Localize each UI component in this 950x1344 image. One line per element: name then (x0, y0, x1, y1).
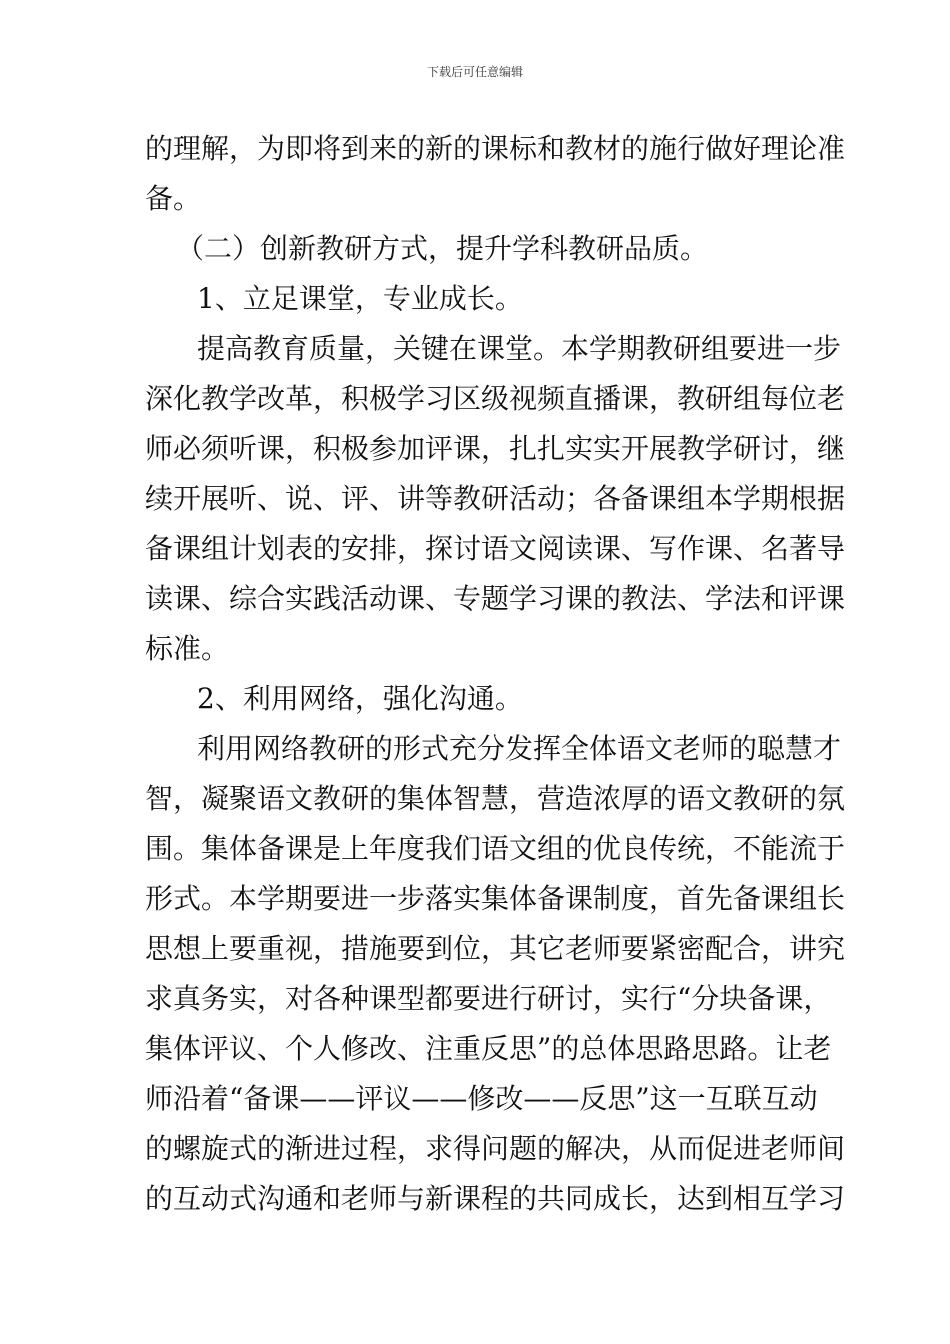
text-line: 集体评议、个人修改、注重反思”的总体思路思路。让老 (145, 1032, 832, 1065)
text-line: 标准。 (145, 632, 230, 665)
text-line: 师必须听课，积极参加评课，扎扎实实开展教学研讨，继 (145, 432, 846, 465)
text-line: 读课、综合实践活动课、专题学习课的教法、学法和评课 (145, 582, 846, 615)
paragraph-start: 利用网络教研的形式充分发挥全体语文老师的聪慧才 (197, 732, 842, 765)
subsection-heading: 2、利用网络，强化沟通。 (197, 682, 523, 715)
page-header: 下载后可任意编辑 (426, 65, 523, 79)
text-line: 深化教学改革，积极学习区级视频直播课，教研组每位老 (145, 382, 846, 415)
text-line: 的理解，为即将到来的新的课标和教材的施行做好理论准 (145, 132, 846, 165)
text-line: 形式。本学期要进一步落实集体备课制度，首先备课组长 (145, 882, 846, 915)
text-line: 智，凝聚语文教研的集体智慧，营造浓厚的语文教研的氛 (145, 782, 846, 815)
text-line: 的螺旋式的渐进过程，求得问题的解决，从而促进老师间 (145, 1132, 846, 1165)
text-line: 的互动式沟通和老师与新课程的共同成长，达到相互学习 (145, 1182, 846, 1215)
section-heading: （二）创新教研方式，提升学科教研品质。 (176, 232, 709, 265)
document-body (145, 124, 846, 1224)
text-line: 备课组计划表的安排，探讨语文阅读课、写作课、名著导 (145, 532, 846, 565)
text-line: 备。 (145, 182, 202, 215)
subsection-heading: 1、立足课堂，专业成长。 (197, 282, 523, 315)
text-line: 思想上要重视，措施要到位，其它老师要紧密配合，讲究 (145, 932, 846, 965)
paragraph-start: 提高教育质量，关键在课堂。本学期教研组要进一步 (197, 332, 842, 365)
text-line: 师沿着“备课——评议——修改——反思”这一互联互动 (145, 1082, 818, 1115)
text-line: 求真务实，对各种课型都要进行研讨，实行“分块备课， (145, 982, 832, 1015)
text-line: 围。集体备课是上年度我们语文组的优良传统，不能流于 (145, 832, 846, 865)
text-line: 续开展听、说、评、讲等教研活动；各备课组本学期根据 (145, 482, 846, 515)
